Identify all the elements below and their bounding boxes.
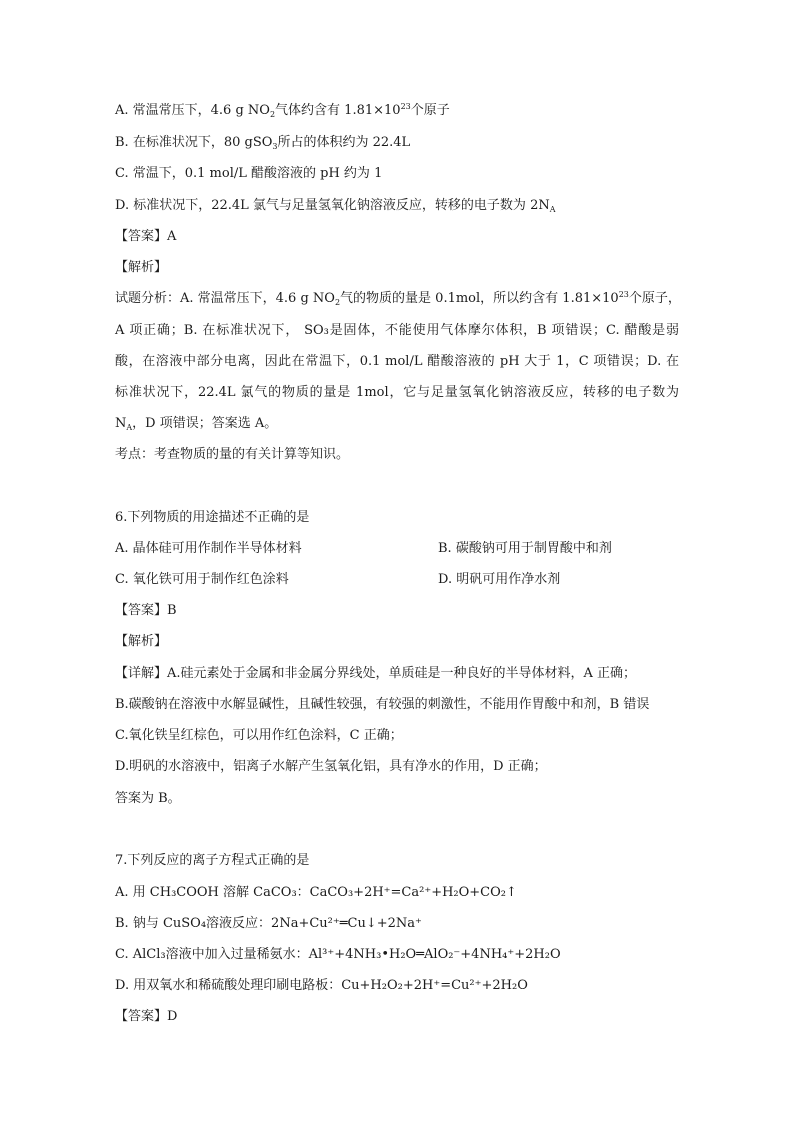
q6-option-c: C. 氧化铁可用于制作红色涂料 [115,572,289,587]
q6-analysis-label: 【解析】 [115,634,168,649]
q5-option-b-text: B. 在标准状况下，80 gSO [115,135,273,150]
q5-option-a-text: A. 常温常压下，4.6 g NO [115,103,270,118]
q5-exp1-text-mid: 气的物质的量是 0.1mol，所以约含有 1.81×10 [340,291,619,306]
q6-answer: 【答案】B [115,603,177,618]
q6-explanation-line-2: B.碳酸钠在溶液中水解显碱性，且碱性较强，有较强的刺激性，不能用作胃酸中和剂，B 错误 [115,697,650,712]
q5-option-c: C. 常温下，0.1 mol/L 醋酸溶液的 pH 约为 1 [115,166,383,181]
q5-exp5-text: N [115,416,127,431]
subscript: A [549,205,556,214]
q6-option-a: A. 晶体硅可用作制作半导体材料 [115,541,302,556]
q6-stem: 6.下列物质的用途描述不正确的是 [115,510,310,525]
q5-point: 考点：考查物质的量的有关计算等知识。 [115,447,350,462]
q5-explanation-line-4: 标准状况下，22.4L 氯气的物质的量是 1mol，它与足量氢氧化钠溶液反应，转移的电子数为 [115,385,679,400]
q6-option-d: D. 明矾可用作净水剂 [438,572,561,587]
q7-option-b: B. 钠与 CuSO₄溶液反应：2Na+Cu²⁺═Cu↓+2Na⁺ [115,916,422,931]
q6-option-b: B. 碳酸钠可用于制胃酸中和剂 [438,541,612,556]
q5-option-d-text: D. 标准状况下，22.4L 氯气与足量氢氧化钠溶液反应，转移的电子数为 2N [115,198,550,213]
q6-explanation-line-4: D.明矾的水溶液中，铝离子水解产生氢氧化铝，具有净水的作用，D 正确； [115,759,547,774]
q5-explanation-line-2: A 项正确；B. 在标准状况下， SO₃是固体，不能使用气体摩尔体积，B 项错误；C. 醋酸是弱 [115,323,679,338]
q5-option-b-text-end: 所占的体积约为 22.4L [277,135,411,150]
q5-exp5-text-end: ，D 项错误；答案选 A。 [132,416,278,431]
q5-answer: 【答案】A [115,229,177,244]
subscript: 2 [269,110,276,119]
q7-option-a: A. 用 CH₃COOH 溶解 CaCO₃：CaCO₃+2H⁺=Ca²⁺+H₂O+CO₂↑ [115,885,517,900]
superscript: 23 [618,290,629,299]
q5-exp1-text-end: 个原子， [628,291,681,306]
q5-option-a-text-end: 个原子 [410,103,450,118]
q7-option-d: D. 用双氧水和稀硫酸处理印刷电路板：Cu+H₂O₂+2H⁺=Cu²⁺+2H₂O [115,978,528,993]
q6-explanation-line-3: C.氧化铁呈红棕色，可以用作红色涂料，C 正确； [115,728,403,743]
q7-option-c: C. AlCl₃溶液中加入过量稀氨水：Al³⁺+4NH₃•H₂O═AlO₂⁻+4NH₄⁺+2H₂O [115,947,561,962]
q6-explanation-line-1: 【详解】A.硅元素处于金属和非金属分界线处，单质硅是一种良好的半导体材料，A 正确； [115,666,637,681]
subscript: A [126,423,133,432]
q5-exp1-text: 试题分析：A. 常温常压下，4.6 g NO [115,291,335,306]
q5-option-a [115,102,450,120]
subscript: 3 [272,142,278,151]
superscript: 23 [400,102,411,111]
q5-explanation-line-5 [115,415,277,433]
q7-stem: 7.下列反应的离子方程式正确的是 [115,853,310,868]
subscript: 2 [334,298,341,307]
q5-option-a-text-mid: 气体约含有 1.81×10 [275,103,401,118]
q5-option-d [115,197,556,215]
q5-explanation-line-1 [115,290,679,308]
q7-answer: 【答案】D [115,1009,178,1024]
q5-explanation-line-3: 酸，在溶液中部分电离，因此在常温下，0.1 mol/L 醋酸溶液的 pH 大于 1，C 项错误；D. 在 [115,354,679,369]
q5-analysis-label: 【解析】 [115,260,168,275]
q6-explanation-line-5: 答案为 B。 [115,791,181,806]
q5-option-b [115,134,410,152]
